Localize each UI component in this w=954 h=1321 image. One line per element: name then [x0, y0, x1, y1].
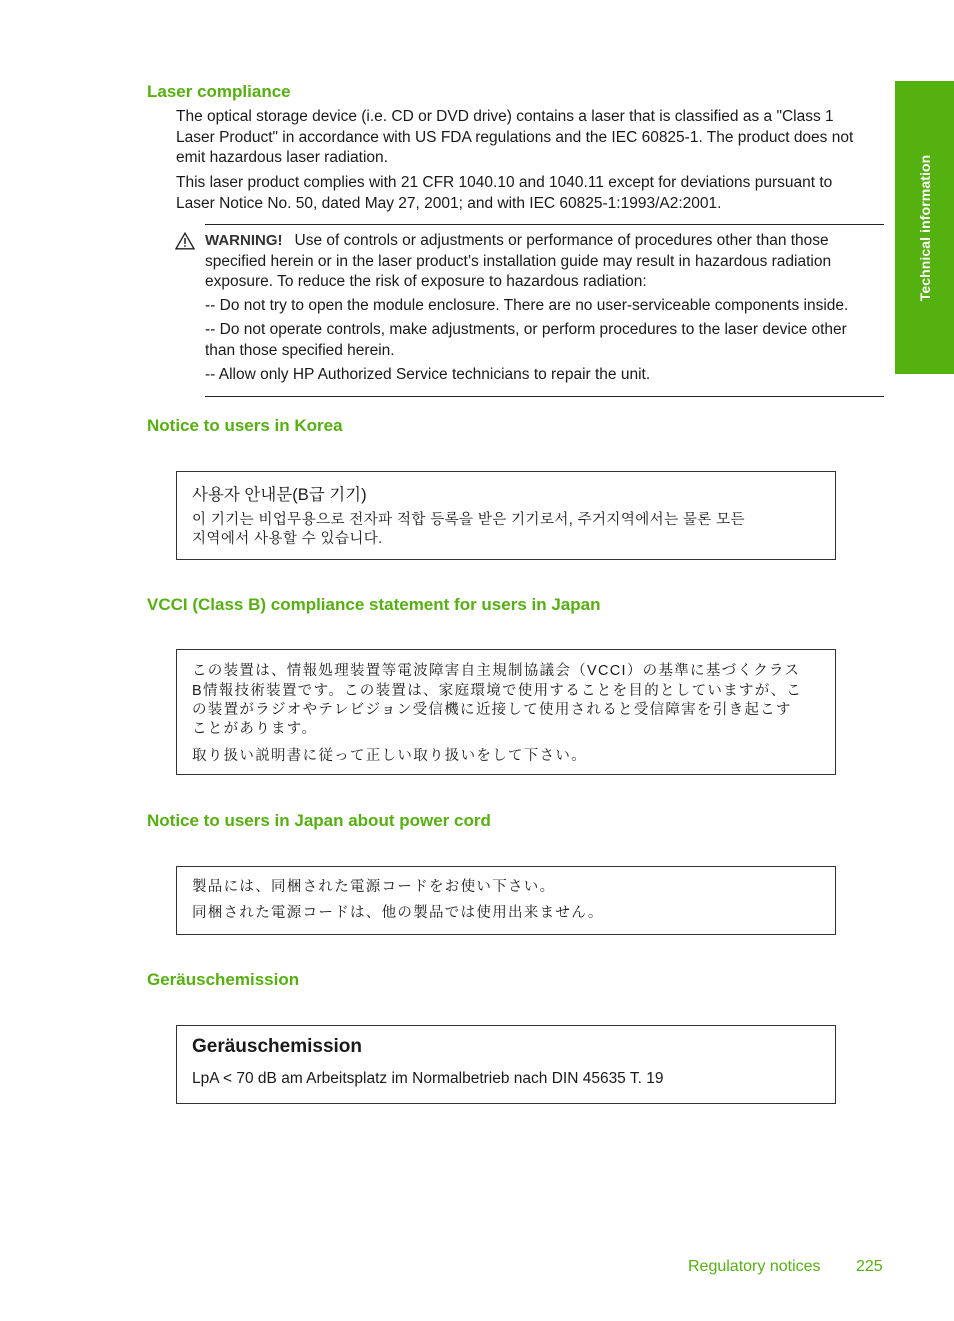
laser-p1-line-2: Laser Product" in accordance with US FDA regulations and the IEC 60825-1. The product does not — [176, 128, 854, 146]
laser-p1-line-1: The optical storage device (i.e. CD or DVD drive) contains a laser that is classified as a "Class 1 — [176, 108, 834, 125]
footer-section-name: Regulatory notices — [688, 1258, 821, 1275]
noise-notice-box — [176, 1025, 836, 1104]
vcci-line-3: の装置がラジオやテレビジョン受信機に近接して使用されると受信障害を引き起こす — [192, 702, 792, 718]
laser-p1-line-3: emit hazardous laser radiation. — [176, 149, 388, 166]
section-side-tab — [895, 81, 954, 374]
heading-japan-power-cord: Notice to users in Japan about power cord — [147, 811, 491, 830]
vcci-line-4: ことがあります。 — [192, 721, 318, 737]
laser-paragraph-2 — [176, 173, 888, 214]
footer-page-number: 225 — [856, 1258, 883, 1275]
korea-notice-line-1: 이 기기는 비업무용으로 전자파 적합 등록을 받은 기기로서, 주거지역에서는 물론 모든 — [192, 512, 745, 528]
heading-geraeuschemission: Geräuschemission — [147, 970, 300, 989]
laser-paragraph-1 — [176, 107, 888, 169]
side-tab-label: Technical information — [916, 154, 933, 301]
laser-p2-line-1: This laser product complies with 21 CFR 1040.10 and 1040.11 except for deviations pursuant to — [176, 174, 833, 191]
laser-p2-line-2: Laser Notice No. 50, dated May 27, 2001; and with IEC 60825-1:1993/A2:2001. — [176, 194, 722, 212]
warning-line-2: specified herein or in the laser product’s installation guide may result in hazardous radiation — [205, 252, 832, 270]
warning-item-2-line-2: than those specified herein. — [205, 341, 395, 359]
warning-first-line: Use of controls or adjustments or performance of procedures other than those — [294, 232, 829, 249]
warning-item-3: -- Allow only HP Authorized Service technicians to repair the unit. — [205, 366, 651, 383]
warning-text — [205, 231, 887, 293]
korea-notice-line-2: 지역에서 사용할 수 있습니다. — [192, 531, 383, 547]
heading-laser-compliance: Laser compliance — [147, 82, 291, 101]
power-cord-notice-box — [176, 866, 836, 935]
warning-bottom-rule — [205, 396, 884, 397]
heading-notice-korea: Notice to users in Korea — [147, 416, 343, 435]
power-cord-line-2: 同梱された電源コードは、他の製品では使用出来ません。 — [192, 905, 604, 921]
warning-label: WARNING! — [205, 232, 283, 249]
warning-line-3: exposure. To reduce the risk of exposure to hazardous radiation: — [205, 273, 647, 290]
power-cord-line-1: 製品には、同梱された電源コードをお使い下さい。 — [192, 879, 556, 895]
warning-triangle-icon — [175, 232, 195, 250]
warning-item-2-line-1: -- Do not operate controls, make adjustments, or perform procedures to the laser device other — [205, 321, 847, 338]
korea-notice-title: 사용자 안내문(B급 기기) — [192, 486, 367, 504]
warning-item-2 — [205, 320, 887, 361]
noise-box-body: LpA < 70 dB am Arbeitsplatz im Normalbetrieb nach DIN 45635 T. 19 — [192, 1070, 664, 1087]
warning-item-1: -- Do not try to open the module enclosure. There are no user-serviceable components inside. — [205, 297, 849, 314]
vcci-line-2: B情報技術装置です。この装置は、家庭環境で使用することを目的としていますが、こ — [192, 683, 803, 699]
korea-notice-box — [176, 471, 836, 560]
noise-box-title: Geräuschemission — [192, 1036, 363, 1057]
vcci-line-1: この装置は、情報処理装置等電波障害自主規制協議会（VCCI）の基準に基づくクラス — [192, 663, 801, 679]
heading-vcci-japan: VCCI (Class B) compliance statement for users in Japan — [147, 595, 601, 614]
vcci-line-5: 取り扱い説明書に従って正しい取り扱いをして下さい。 — [192, 748, 587, 764]
warning-top-rule — [205, 224, 884, 225]
vcci-notice-box — [176, 649, 836, 775]
